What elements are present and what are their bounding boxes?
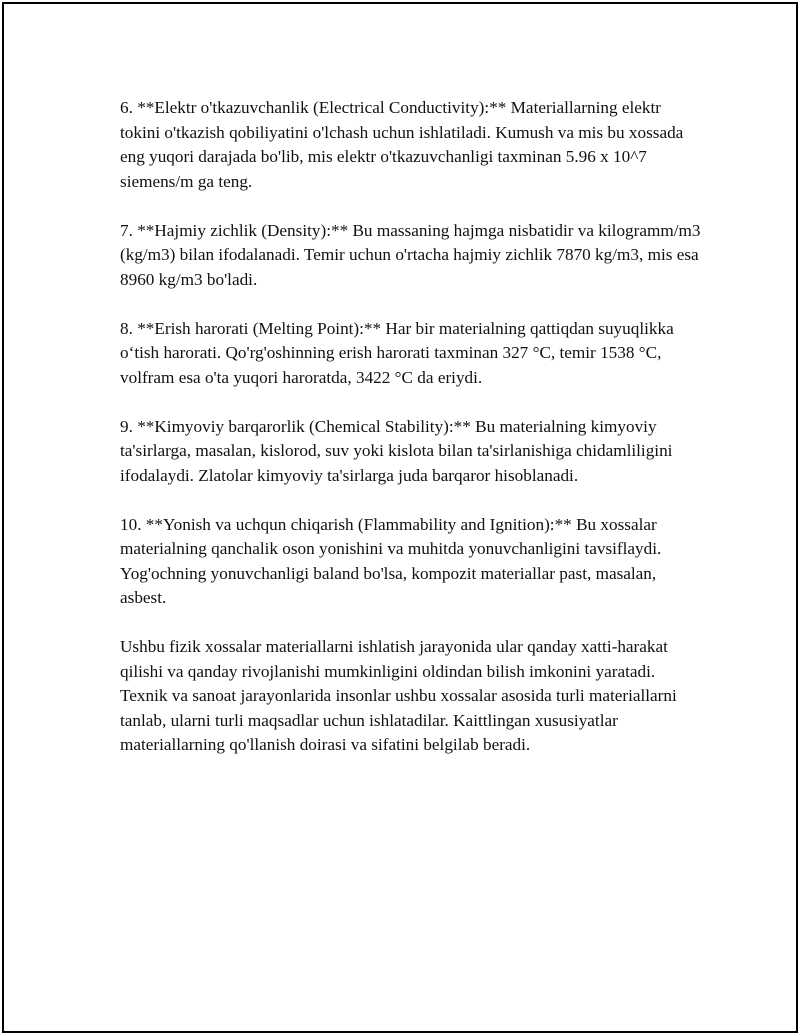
document-page xyxy=(2,2,798,1033)
paragraph-density: 7. **Hajmiy zichlik (Density):** Bu massaning hajmga nisbatidir va kilogramm/m3 (kg/m3) bilan ifodalanadi. Temir uchun o'rtacha hajmiy zichlik 7870 kg/m3, mis esa 8960 kg/m3 bo'ladi. xyxy=(120,220,701,289)
paragraph-chemical-stability: 9. **Kimyoviy barqarorlik (Chemical Stability):** Bu materialning kimyoviy ta'sirlarga, masalan, kislorod, suv yoki kislota bilan ta'sirlanishiga chidamliligini ifodalaydi. Zlatolar kimyoviy ta'sirlarga juda barqaror hisoblanadi. xyxy=(120,416,673,485)
paragraph-conclusion: Ushbu fizik xossalar materiallarni ishlatish jarayonida ular qanday xatti-harakat qilishi va qanday rivojlanishi mumkinligini oldindan bilish imkonini yaratadi. Texnik va sanoat jarayonlarida insonlar ushbu xossalar asosida turli materiallarni tanlab, ularni turli maqsadlar uchun ishlatadilar. Kaittlingan xususiyatlar materiallarning qo'llanish doirasi va sifatini belgilab beradi. xyxy=(120,637,677,754)
paragraph-flammability: 10. **Yonish va uchqun chiqarish (Flammability and Ignition):** Bu xossalar materialning qanchalik oson yonishini va muhitda yonuvchanligini tavsiflaydi. Yog'ochning yonuvchanligi baland bo'lsa, kompozit materiallar past, masalan, asbest. xyxy=(120,514,662,607)
paragraph-electrical-conductivity: 6. **Elektr o'tkazuvchanlik (Electrical Conductivity):** Materiallarning elektr tokini o'tkazish qobiliyatini o'lchash uchun ishlatiladi. Kumush va mis bu xossada eng yuqori darajada bo'lib, mis elektr o'tkazuvchanligi taxminan 5.96 x 10^7 siemens/m ga teng. xyxy=(120,98,684,191)
paragraph-melting-point: 8. **Erish harorati (Melting Point):** Har bir materialning qattiqdan suyuqlikka o‘tish harorati. Qo'rg'oshinning erish harorati taxminan 327 °C, temir 1538 °C, volfram esa o'ta yuqori haroratda, 3422 °C da eriydi. xyxy=(120,318,674,387)
document-body xyxy=(120,96,702,782)
